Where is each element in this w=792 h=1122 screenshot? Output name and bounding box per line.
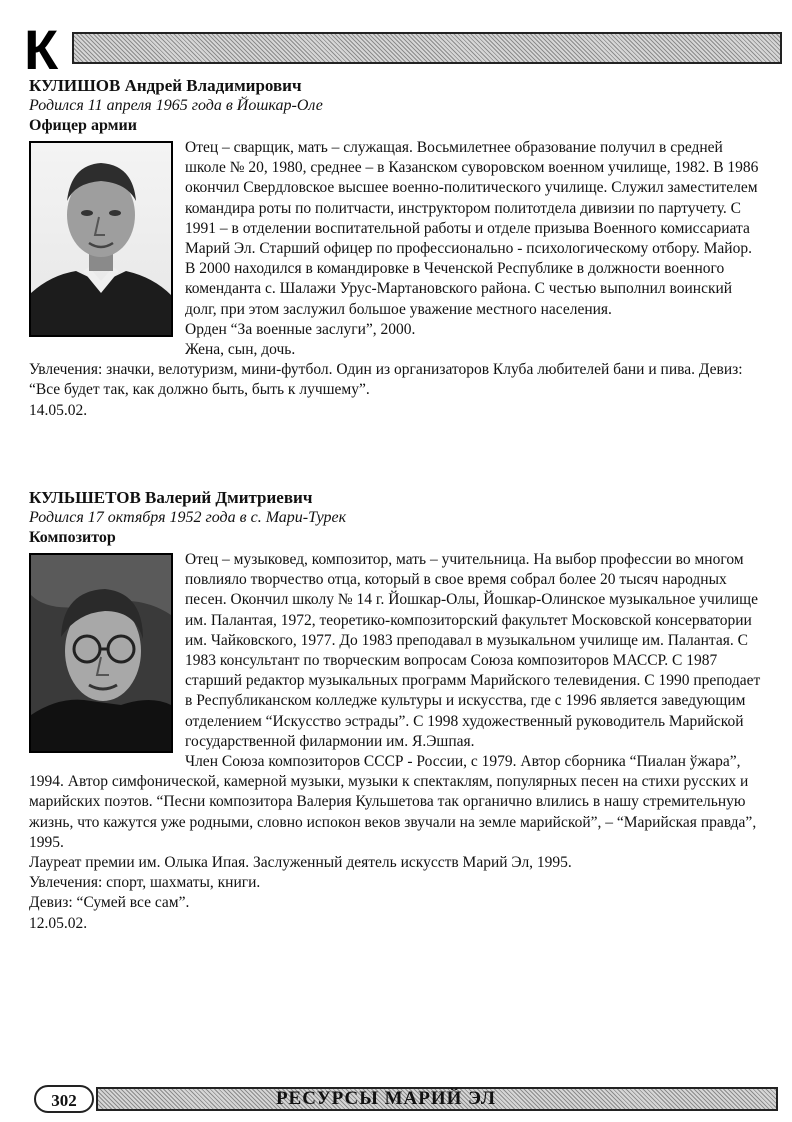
person-name: КУЛЬШЕТОВ Валерий Дмитриевич (29, 488, 313, 507)
bio-paragraph: Девиз: “Сумей все сам”. (29, 894, 190, 912)
bio-paragraph: Лауреат премии им. Олыка Ипая. Заслуженный деятель искусств Марий Эл, 1995. (29, 854, 572, 872)
biography-text (29, 550, 764, 934)
bio-paragraph: Увлечения: значки, велотуризм, мини-футбол. Один из организаторов Клуба любителей бани и пива. Девиз: “Все будет так, как должно быть, быть к лучшему”. (29, 361, 743, 399)
portrait-photo (29, 553, 173, 753)
bio-date: 12.05.02. (29, 914, 88, 932)
bio-paragraph: Орден “За военные заслуги”, 2000. (185, 320, 416, 338)
page-number: 302 (34, 1085, 94, 1113)
header-pattern-bar (72, 32, 782, 64)
birth-info: Родился 17 октября 1952 года в с. Мари-Турек (29, 509, 347, 526)
bio-paragraph: Отец – музыковед, композитор, мать – учительница. На выбор профессии во многом повлияло творчество отца, который в свое время собрал более 20 тысяч народных песен. Окончил школу № 14 г. Йошкар-Олы, Йошкар-Олинское музыкальное училище им. Палантая, 1972, теоретико-композиторский факультет Московской консерватории им. Чайковского, 1977. До 1983 преподавал в музыкальном училище им. Палантая. С 1983 консультант по творческим вопросам Союза композиторов МАССР. С 1987 старший редактор музыкальных программ Марийского телевидения. С 1990 преподает в Республиканском колледже культуры и искусства, где с 1996 является заведующим отделением “Искусство эстрады”. С 1998 художественный руководитель Марийской государственной филармонии им. Я.Эшпая. (185, 551, 761, 750)
bio-paragraph: Член Союза композиторов СССР - России, с 1979. Автор сборника “Пиалан ўжара”, 1994. Автор симфонической, камерной музыки, музыки к спектаклям, популярных песен на стихи русских и марийских поэтов. “Песни композитора Валерия Кульшетова так органично влились в нашу стремительную жизнь, что кажутся уже родными, словно испокон веков звучали на земле марийской”, – “Марийская правда”, 1995. (29, 753, 757, 851)
portrait-photo (29, 141, 173, 337)
person-role: Композитор (29, 529, 116, 546)
bio-paragraph: В 2000 находился в командировке в Чеченской Республике в должности военного коменданта с. Шалажи Урус-Мартановского района. С честью выполнил воинский долг, при этом заслужил большое уважение местного населения. (185, 260, 733, 318)
birth-info: Родился 11 апреля 1965 года в Йошкар-Оле (29, 97, 323, 114)
biography-entry-kulishov (29, 76, 764, 421)
person-role: Офицер армии (29, 117, 137, 134)
section-letter: К (24, 18, 59, 81)
biography-entry-kulshetov (29, 488, 764, 934)
biography-text (29, 138, 764, 421)
footer-title: РЕСУРСЫ МАРИЙ ЭЛ (275, 1088, 497, 1109)
person-name: КУЛИШОВ Андрей Владимирович (29, 76, 302, 95)
bio-paragraph: Жена, сын, дочь. (185, 341, 296, 359)
bio-date: 14.05.02. (29, 401, 88, 419)
bio-paragraph: Увлечения: спорт, шахматы, книги. (29, 874, 261, 892)
bio-paragraph: Отец – сварщик, мать – служащая. Восьмилетнее образование получил в средней школе № 20, 1980, среднее – в Казанском суворовском военном училище, 1982. В 1986 окончил Свердловское высшее военно-политического училище. Служил заместителем командира роты по политчасти, инструктором политотдела дивизии по партучету. С 1991 – в отделении воспитательной работы и отделе призыва Военного комиссариата Марий Эл. Старший офицер по профессионально - психологическому отбору. Майор. (185, 139, 759, 258)
